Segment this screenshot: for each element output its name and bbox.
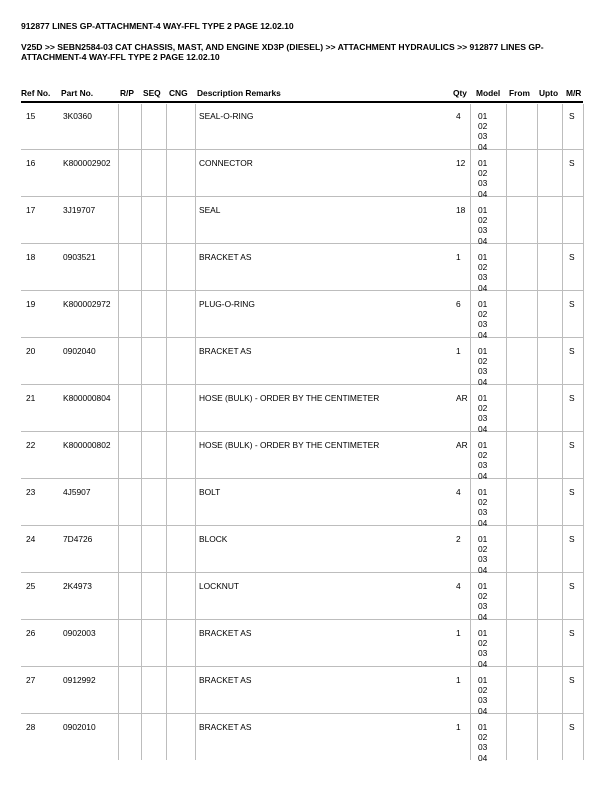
description-cell: BLOCK: [199, 534, 228, 544]
table-row: [21, 386, 583, 433]
model-code: 03: [478, 413, 488, 424]
ref-no-cell: 22: [26, 440, 36, 450]
model-code: 04: [478, 141, 488, 152]
model-code: 03: [478, 460, 488, 471]
model-cell: [478, 487, 487, 528]
mr-cell: S: [569, 158, 575, 168]
ref-no-cell: 24: [26, 534, 36, 544]
mr-cell: S: [569, 581, 575, 591]
part-no-cell: 0902003: [63, 628, 96, 638]
ref-no-cell: 27: [26, 675, 36, 685]
model-cell: [478, 675, 487, 716]
model-code: 01: [478, 440, 488, 450]
model-code: 01: [478, 675, 488, 685]
col-cng: CNG: [169, 88, 188, 98]
mr-cell: S: [569, 487, 575, 497]
model-code: 04: [478, 564, 488, 575]
description-cell: SEAL-O-RING: [199, 111, 254, 121]
model-code: 03: [478, 695, 488, 706]
ref-no-cell: 25: [26, 581, 36, 591]
ref-no-cell: 26: [26, 628, 36, 638]
col-part-no: Part No.: [61, 88, 94, 98]
column-divider: [583, 104, 584, 760]
table-row: [21, 151, 583, 198]
mr-cell: S: [569, 346, 575, 356]
part-no-cell: 7D4726: [63, 534, 93, 544]
col-mr: M/R: [566, 88, 582, 98]
model-cell: [478, 440, 487, 481]
model-code: 02: [478, 732, 488, 743]
model-code: 01: [478, 628, 488, 638]
col-upto: Upto: [539, 88, 559, 98]
qty-cell: 4: [456, 111, 461, 121]
mr-cell: S: [569, 675, 575, 685]
model-code: 04: [478, 376, 488, 387]
description-cell: HOSE (BULK) - ORDER BY THE CENTIMETER: [199, 440, 380, 450]
model-code: 02: [478, 544, 488, 555]
model-cell: [478, 393, 487, 434]
part-no-cell: K800002902: [63, 158, 111, 168]
model-code: 01: [478, 205, 488, 215]
model-code: 02: [478, 215, 488, 226]
model-code: 02: [478, 591, 488, 602]
model-code: 03: [478, 272, 488, 283]
model-code: 02: [478, 403, 488, 414]
model-code: 03: [478, 601, 488, 612]
model-code: 02: [478, 497, 488, 508]
description-cell: BRACKET AS: [199, 675, 252, 685]
ref-no-cell: 17: [26, 205, 36, 215]
col-ref-no: Ref No.: [21, 88, 51, 98]
ref-no-cell: 23: [26, 487, 36, 497]
model-code: 01: [478, 534, 488, 544]
model-code: 04: [478, 611, 488, 622]
part-no-cell: 0902010: [63, 722, 96, 732]
description-cell: CONNECTOR: [199, 158, 253, 168]
description-cell: SEAL: [199, 205, 221, 215]
breadcrumb: V25D >> SEBN2584-03 CAT CHASSIS, MAST, AND ENGINE XD3P (DIESEL) >> ATTACHMENT HYDRAULICS >> 912877 LINES GP-ATTACHMENT-4 WAY-FFL TYPE 2 PAGE 12.02.10: [21, 42, 544, 63]
model-cell: [478, 111, 487, 152]
model-code: 04: [478, 329, 488, 340]
model-code: 03: [478, 319, 488, 330]
mr-cell: S: [569, 299, 575, 309]
mr-cell: S: [569, 252, 575, 262]
model-code: 04: [478, 282, 488, 293]
model-code: 02: [478, 356, 488, 367]
ref-no-cell: 15: [26, 111, 36, 121]
qty-cell: 1: [456, 252, 461, 262]
model-cell: [478, 158, 487, 199]
ref-no-cell: 16: [26, 158, 36, 168]
model-cell: [478, 722, 487, 763]
description-cell: LOCKNUT: [199, 581, 240, 591]
col-seq: SEQ: [143, 88, 161, 98]
model-code: 01: [478, 346, 488, 356]
mr-cell: S: [569, 440, 575, 450]
table-row: [21, 715, 583, 762]
ref-no-cell: 20: [26, 346, 36, 356]
model-code: 03: [478, 554, 488, 565]
part-no-cell: K800000804: [63, 393, 111, 403]
table-row: [21, 292, 583, 339]
model-code: 01: [478, 722, 488, 732]
qty-cell: 1: [456, 722, 461, 732]
col-description: Description Remarks: [197, 88, 281, 98]
model-code: 02: [478, 168, 488, 179]
model-code: 03: [478, 225, 488, 236]
model-code: 04: [478, 470, 488, 481]
part-no-cell: K800002972: [63, 299, 111, 309]
model-code: 01: [478, 393, 488, 403]
table-row: [21, 339, 583, 386]
model-code: 03: [478, 131, 488, 142]
mr-cell: S: [569, 534, 575, 544]
model-code: 01: [478, 158, 488, 168]
qty-cell: 4: [456, 581, 461, 591]
part-no-cell: 3J19707: [63, 205, 96, 215]
table-row: [21, 433, 583, 480]
model-cell: [478, 534, 487, 575]
model-cell: [478, 252, 487, 293]
model-code: 02: [478, 262, 488, 273]
description-cell: BRACKET AS: [199, 722, 252, 732]
model-cell: [478, 346, 487, 387]
part-no-cell: 3K0360: [63, 111, 92, 121]
qty-cell: 6: [456, 299, 461, 309]
model-code: 04: [478, 752, 488, 763]
description-cell: BRACKET AS: [199, 252, 252, 262]
qty-cell: 18: [456, 205, 466, 215]
part-no-cell: 2K4973: [63, 581, 92, 591]
mr-cell: S: [569, 722, 575, 732]
model-cell: [478, 299, 487, 340]
model-code: 04: [478, 235, 488, 246]
ref-no-cell: 18: [26, 252, 36, 262]
mr-cell: S: [569, 393, 575, 403]
col-qty: Qty: [453, 88, 467, 98]
qty-cell: 1: [456, 675, 461, 685]
table-row: [21, 198, 583, 245]
model-code: 04: [478, 188, 488, 199]
model-code: 01: [478, 487, 488, 497]
ref-no-cell: 19: [26, 299, 36, 309]
table-row: [21, 104, 583, 151]
model-cell: [478, 581, 487, 622]
table-row: [21, 527, 583, 574]
part-no-cell: 4J5907: [63, 487, 91, 497]
qty-cell: 4: [456, 487, 461, 497]
model-cell: [478, 205, 487, 246]
description-cell: BRACKET AS: [199, 346, 252, 356]
table-row: [21, 668, 583, 715]
col-from: From: [509, 88, 530, 98]
model-cell: [478, 628, 487, 669]
model-code: 03: [478, 178, 488, 189]
description-cell: BRACKET AS: [199, 628, 252, 638]
part-no-cell: 0903521: [63, 252, 96, 262]
model-code: 03: [478, 507, 488, 518]
model-code: 02: [478, 309, 488, 320]
page-title: 912877 LINES GP-ATTACHMENT-4 WAY-FFL TYPE 2 PAGE 12.02.10: [21, 21, 294, 31]
mr-cell: S: [569, 111, 575, 121]
model-code: 01: [478, 252, 488, 262]
model-code: 01: [478, 299, 488, 309]
table-row: [21, 480, 583, 527]
description-cell: PLUG-O-RING: [199, 299, 255, 309]
model-code: 02: [478, 450, 488, 461]
ref-no-cell: 21: [26, 393, 36, 403]
description-cell: BOLT: [199, 487, 221, 497]
table-row: [21, 245, 583, 292]
model-code: 03: [478, 648, 488, 659]
qty-cell: 1: [456, 628, 461, 638]
qty-cell: 2: [456, 534, 461, 544]
model-code: 01: [478, 581, 488, 591]
description-cell: HOSE (BULK) - ORDER BY THE CENTIMETER: [199, 393, 380, 403]
table-row: [21, 621, 583, 668]
model-code: 04: [478, 517, 488, 528]
part-no-cell: 0912992: [63, 675, 96, 685]
model-code: 02: [478, 121, 488, 132]
header-divider: [21, 101, 583, 103]
model-code: 04: [478, 705, 488, 716]
table-row: [21, 574, 583, 621]
model-code: 03: [478, 742, 488, 753]
part-no-cell: K800000802: [63, 440, 111, 450]
col-rp: R/P: [120, 88, 134, 98]
model-code: 02: [478, 685, 488, 696]
qty-cell: AR: [456, 440, 468, 450]
model-code: 04: [478, 423, 488, 434]
qty-cell: 1: [456, 346, 461, 356]
model-code: 02: [478, 638, 488, 649]
ref-no-cell: 28: [26, 722, 36, 732]
col-model: Model: [476, 88, 501, 98]
part-no-cell: 0902040: [63, 346, 96, 356]
model-code: 01: [478, 111, 488, 121]
model-code: 03: [478, 366, 488, 377]
qty-cell: 12: [456, 158, 466, 168]
model-code: 04: [478, 658, 488, 669]
mr-cell: S: [569, 628, 575, 638]
qty-cell: AR: [456, 393, 468, 403]
